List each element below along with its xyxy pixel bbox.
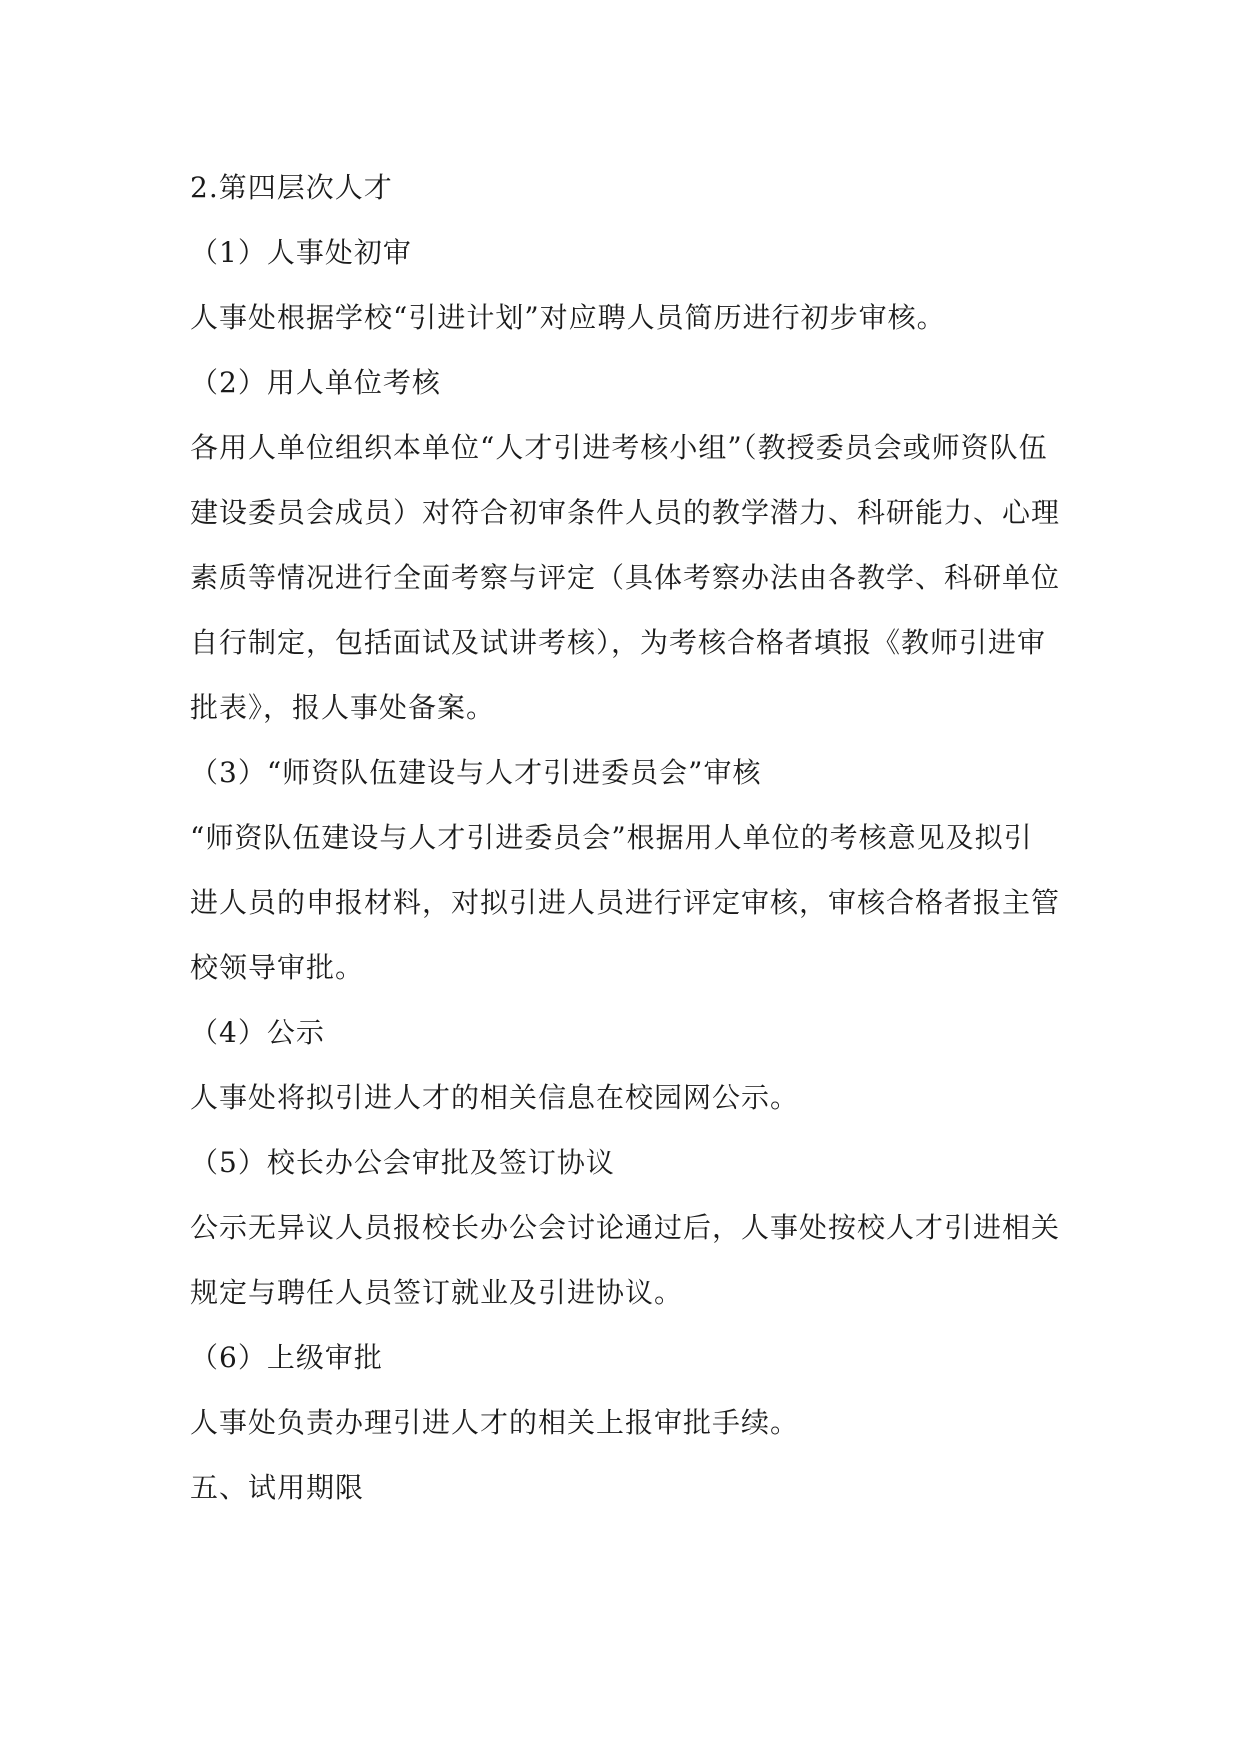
- step-text-1: 人事处根据学校“引进计划”对应聘人员简历进行初步审核。: [190, 301, 946, 334]
- step-heading-1: （1）人事处初审: [190, 236, 412, 269]
- section-heading-probation: 五、试用期限: [190, 1471, 365, 1504]
- step-text-3: “师资队伍建设与人才引进委员会”根据用人单位的考核意见及拟引进人员的申报材料，对拟引进人员进行评定审核，审核合格者报主管校领导审批。: [190, 821, 1061, 984]
- step-text-5: 公示无异议人员报校长办公会讨论通过后，人事处按校人才引进相关规定与聘任人员签订就业及引进协议。: [190, 1211, 1061, 1309]
- step-heading-3: （3）“师资队伍建设与人才引进委员会”审核: [190, 756, 762, 789]
- step-heading-4: （4）公示: [190, 1016, 325, 1049]
- step-heading-6: （6）上级审批: [190, 1341, 383, 1374]
- section-heading-level-four: 2.第四层次人才: [190, 171, 393, 204]
- step-heading-2: （2）用人单位考核: [190, 366, 441, 399]
- document-body: [190, 155, 1060, 1520]
- step-text-2: 各用人单位组织本单位“人才引进考核小组”（教授委员会或师资队伍建设委员会成员）对符合初审条件人员的教学潜力、科研能力、心理素质等情况进行全面考察与评定（具体考察办法由各教学、科研单位自行制定，包括面试及试讲考核），为考核合格者填报《教师引进审批表》，报人事处备案。: [190, 431, 1061, 724]
- step-heading-5: （5）校长办公会审批及签订协议: [190, 1146, 615, 1179]
- step-text-4: 人事处将拟引进人才的相关信息在校园网公示。: [190, 1081, 800, 1114]
- step-text-6: 人事处负责办理引进人才的相关上报审批手续。: [190, 1406, 800, 1439]
